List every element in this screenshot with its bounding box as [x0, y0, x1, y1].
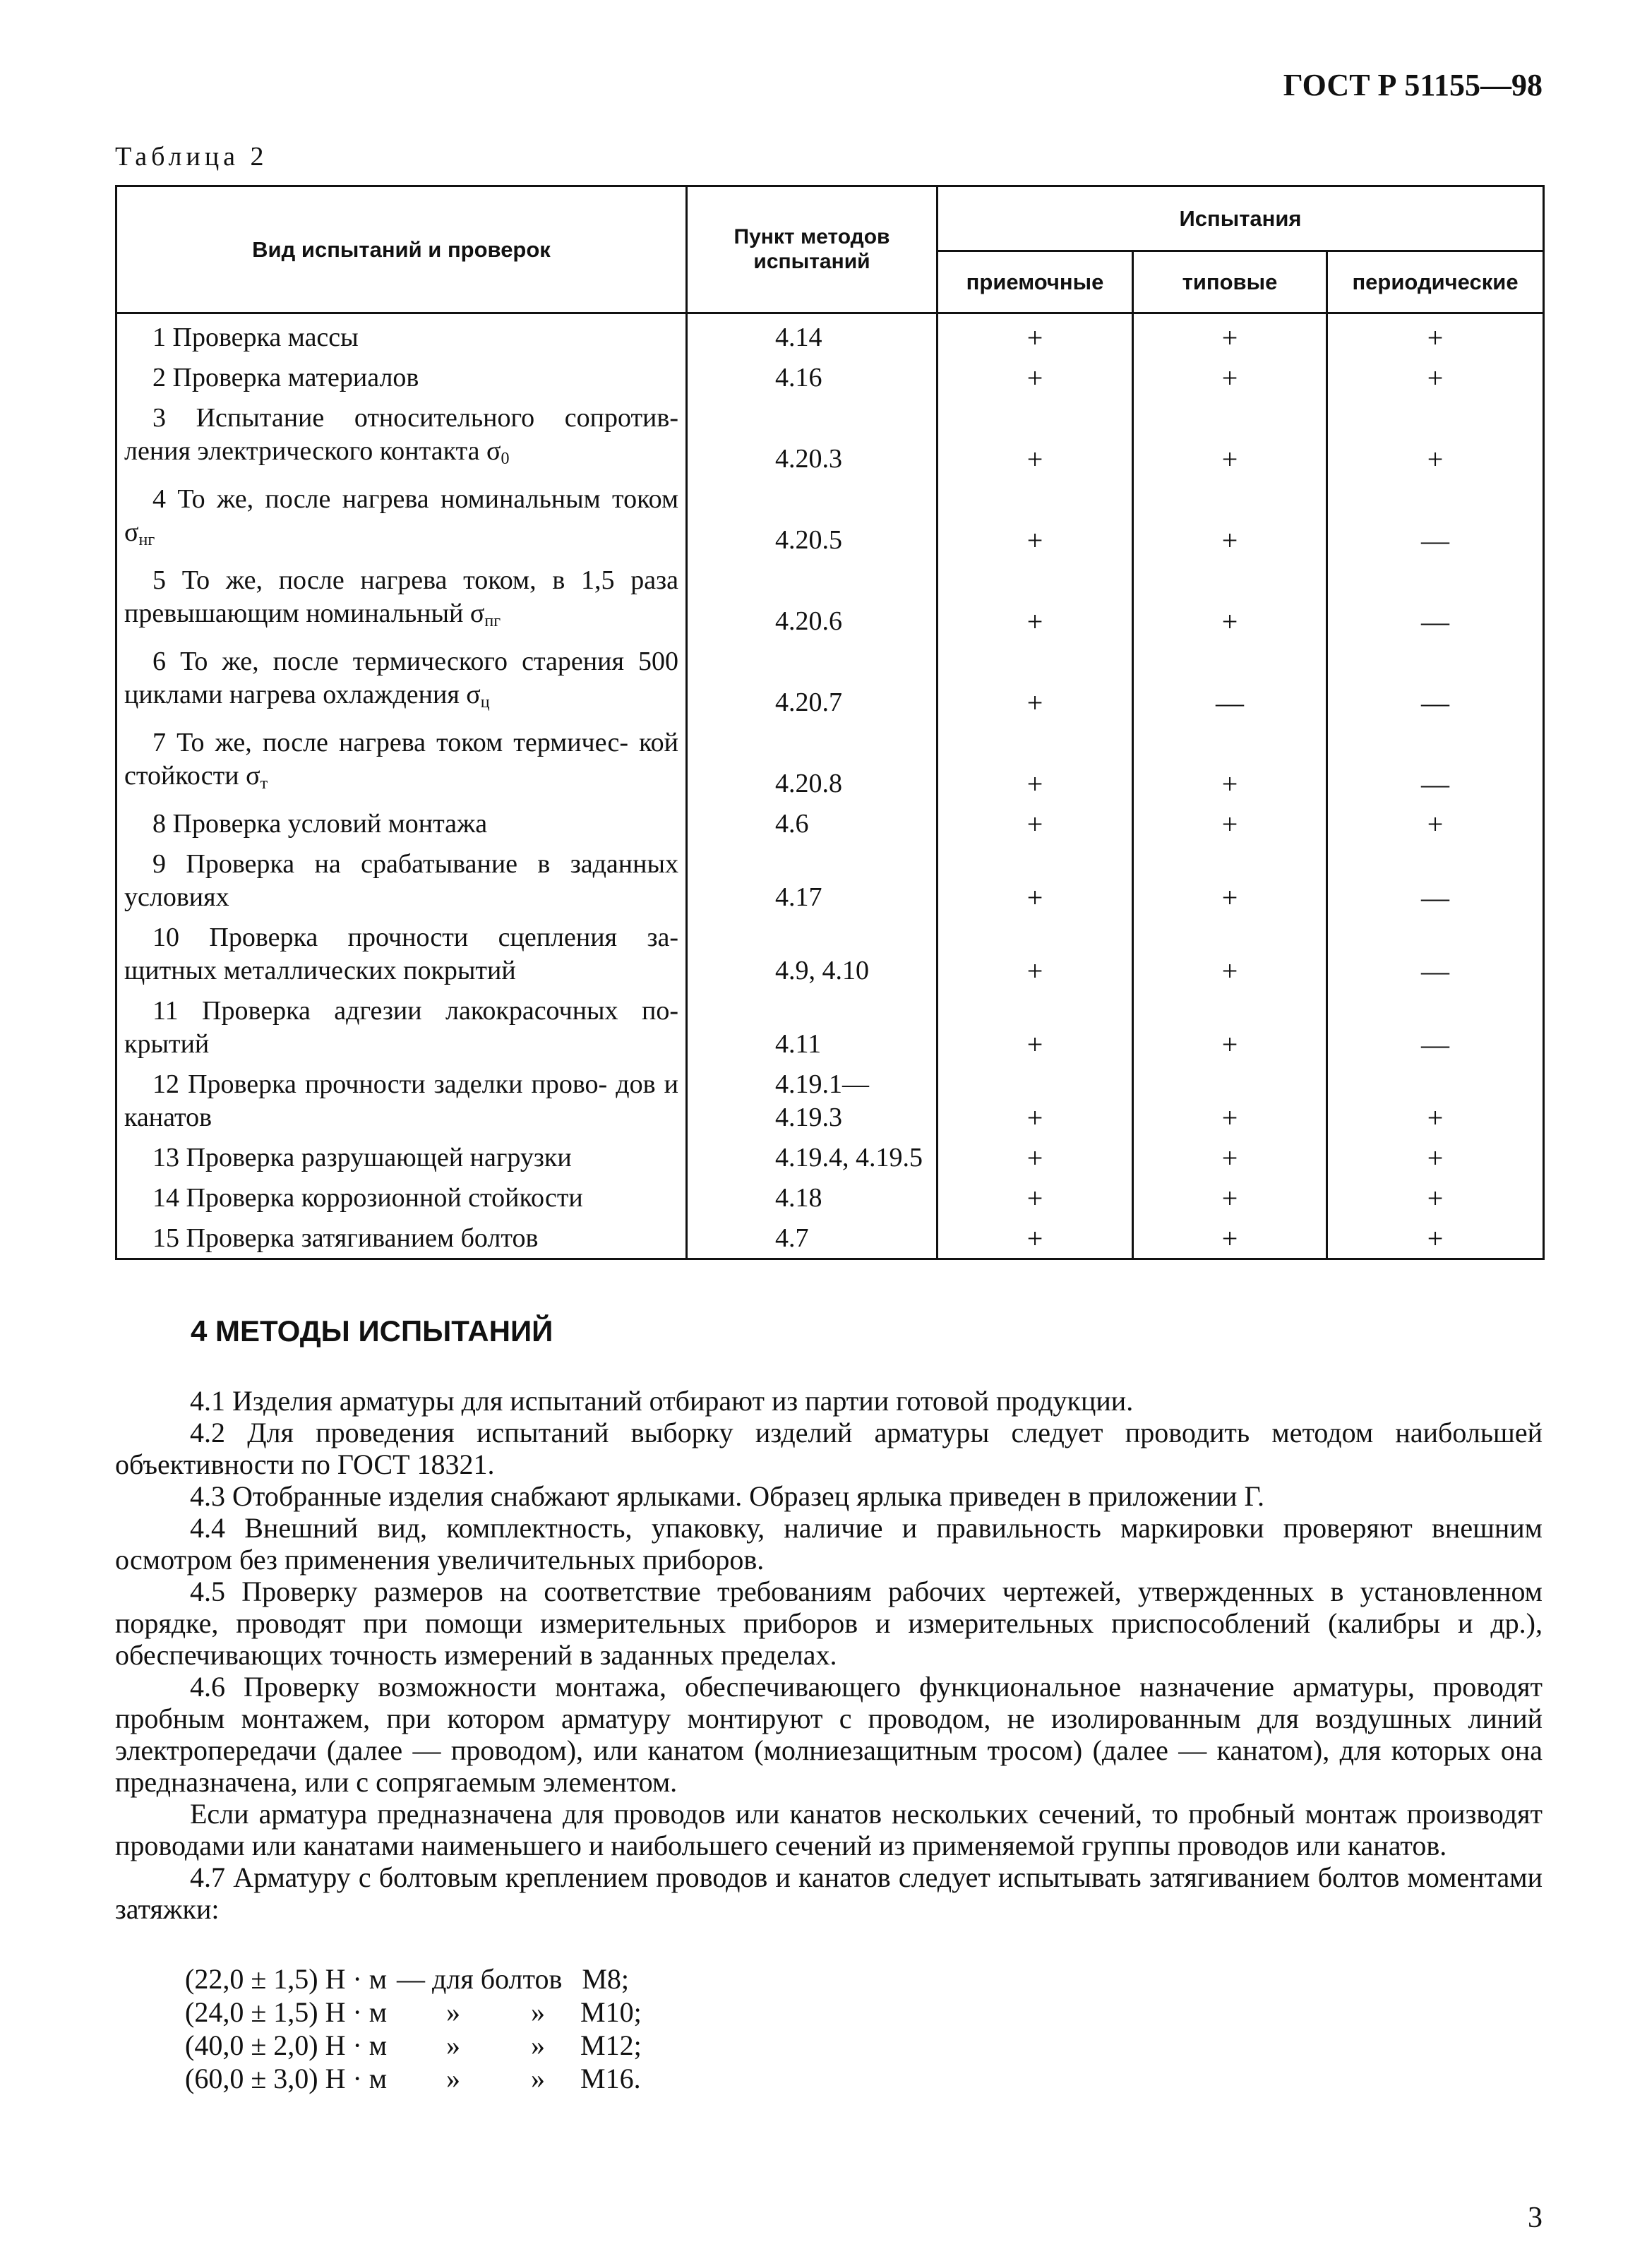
table-row	[116, 397, 1544, 479]
paragraph: 4.7 Арматуру с болтовым креплением проводов и канатов следует испытывать затягиванием болтов моментами затяжки:	[115, 1861, 1543, 1925]
table-row	[116, 917, 1544, 990]
method-clause-cell: 4.19.4, 4.19.5	[687, 1137, 938, 1177]
periodic-mark: +	[1327, 1064, 1544, 1137]
test-name: 7 То же, после нагрева током термичес- кой стойкости σ	[124, 728, 678, 791]
paragraph: 4.2 Для проведения испытаний выборку изделий арматуры следует проводить методом наибольшей объективности по ГОСТ 18321.	[115, 1417, 1543, 1480]
type-mark: +	[1133, 313, 1327, 358]
method-clause-cell: 4.18	[687, 1177, 938, 1218]
type-mark: +	[1133, 990, 1327, 1064]
header-test-kind: Вид испытаний и проверок	[116, 186, 687, 313]
torque-value: (40,0 ± 2,0) Н · м	[185, 2029, 388, 2061]
acceptance-mark: +	[938, 990, 1133, 1064]
type-mark: +	[1133, 1137, 1327, 1177]
method-clause-cell: 4.19.1— 4.19.3	[687, 1064, 938, 1137]
acceptance-mark: +	[938, 722, 1133, 803]
periodic-mark: +	[1327, 1218, 1544, 1259]
torque-row	[185, 1962, 651, 1996]
type-mark: +	[1133, 917, 1327, 990]
type-mark: +	[1133, 357, 1327, 397]
method-clause-cell: 4.20.6	[687, 560, 938, 641]
acceptance-mark: +	[938, 1064, 1133, 1137]
acceptance-mark: +	[938, 357, 1133, 397]
torque-value: (60,0 ± 3,0) Н · м	[185, 2063, 388, 2094]
periodic-mark: +	[1327, 397, 1544, 479]
test-name-cell	[116, 990, 687, 1064]
method-clause-cell: 4.6	[687, 803, 938, 844]
method-clause-cell: 4.16	[687, 357, 938, 397]
torque-value: (24,0 ± 1,5) Н · м	[185, 1996, 388, 2028]
page-number: 3	[1528, 2202, 1543, 2234]
test-name: 12 Проверка прочности заделки прово- дов и канатов	[124, 1069, 678, 1132]
test-name-cell	[116, 313, 687, 358]
test-name-cell	[116, 844, 687, 917]
method-clause-cell: 4.11	[687, 990, 938, 1064]
periodic-mark: —	[1327, 479, 1544, 560]
symbol-subscript: 0	[501, 450, 510, 468]
acceptance-mark: +	[938, 313, 1133, 358]
test-name-cell	[116, 641, 687, 722]
acceptance-mark: +	[938, 397, 1133, 479]
torque-note: — для болтов	[397, 1963, 563, 1995]
type-mark: +	[1133, 560, 1327, 641]
header-periodic: периодические	[1327, 251, 1544, 313]
header-type: типовые	[1133, 251, 1327, 313]
type-mark: +	[1133, 722, 1327, 803]
test-name-cell	[116, 397, 687, 479]
type-mark: —	[1133, 641, 1327, 722]
test-name-cell	[116, 357, 687, 397]
test-name: 11 Проверка адгезии лакокрасочных по- крытий	[124, 996, 678, 1059]
test-name: 1 Проверка массы	[152, 323, 359, 352]
test-name: 14 Проверка коррозионной стойкости	[152, 1183, 583, 1213]
table-row	[116, 1137, 1544, 1177]
table-row	[116, 1177, 1544, 1218]
type-mark: +	[1133, 1177, 1327, 1218]
table-row	[116, 479, 1544, 560]
paragraph: 4.1 Изделия арматуры для испытаний отбирают из партии готовой продукции.	[190, 1385, 1134, 1417]
acceptance-mark: +	[938, 917, 1133, 990]
bolt-size: М10;	[580, 1996, 642, 2028]
table-row	[116, 844, 1544, 917]
acceptance-mark: +	[938, 560, 1133, 641]
type-mark: +	[1133, 479, 1327, 560]
symbol-subscript: ц	[480, 693, 490, 712]
table-row	[116, 803, 1544, 844]
symbol-subscript: пг	[484, 612, 501, 630]
test-name-cell	[116, 1064, 687, 1137]
method-clause-cell: 4.17	[687, 844, 938, 917]
acceptance-mark: +	[938, 641, 1133, 722]
paragraph: 4.5 Проверку размеров на соответствие требованиям рабочих чертежей, утвержденных в установленном порядке, проводят при помощи измерительных приборов и измерительных приспособлений (калибры и др.), обеспечивающих точность измерений в заданных пределах.	[115, 1576, 1543, 1671]
paragraph: 4.3 Отобранные изделия снабжают ярлыками. Образец ярлыка приведен в приложении Г.	[190, 1480, 1265, 1512]
periodic-mark: +	[1327, 1137, 1544, 1177]
type-mark: +	[1133, 844, 1327, 917]
ditto-mark: »	[531, 2029, 545, 2061]
test-name: 13 Проверка разрушающей нагрузки	[152, 1143, 572, 1172]
periodic-mark: +	[1327, 357, 1544, 397]
periodic-mark: —	[1327, 722, 1544, 803]
periodic-mark: —	[1327, 844, 1544, 917]
section-body	[115, 1385, 1543, 1925]
periodic-mark: +	[1327, 803, 1544, 844]
method-clause-cell: 4.20.3	[687, 397, 938, 479]
ditto-mark: »	[531, 2063, 545, 2094]
ditto-mark: »	[446, 1996, 460, 2028]
method-clause-cell: 4.14	[687, 313, 938, 358]
ditto-mark: »	[446, 2029, 460, 2061]
acceptance-mark: +	[938, 479, 1133, 560]
torque-value: (22,0 ± 1,5) Н · м	[185, 1963, 388, 1995]
symbol-subscript: нг	[138, 531, 155, 549]
acceptance-mark: +	[938, 1218, 1133, 1259]
table-body	[116, 313, 1544, 1259]
table-row	[116, 560, 1544, 641]
ditto-mark: »	[531, 1996, 545, 2028]
test-name: 2 Проверка материалов	[152, 363, 419, 392]
table-row	[116, 1218, 1544, 1259]
test-name: 3 Испытание относительного сопротив- ления электрического контакта σ	[124, 403, 678, 466]
test-name: 9 Проверка на срабатывание в заданных условиях	[124, 849, 678, 912]
torque-row	[185, 2029, 651, 2062]
table-row	[116, 313, 1544, 358]
test-name: 10 Проверка прочности сцепления за- щитных металлических покрытий	[124, 923, 678, 985]
tests-table-wrapper	[115, 185, 1543, 1260]
torque-row	[185, 1996, 651, 2029]
ditto-mark: »	[446, 2063, 460, 2094]
table-row	[116, 1064, 1544, 1137]
test-name-cell	[116, 803, 687, 844]
periodic-mark: +	[1327, 1177, 1544, 1218]
table-row	[116, 641, 1544, 722]
periodic-mark: —	[1327, 990, 1544, 1064]
test-name-cell	[116, 1177, 687, 1218]
method-clause-cell: 4.20.8	[687, 722, 938, 803]
header-tests-group: Испытания	[938, 186, 1544, 251]
test-name-cell	[116, 1137, 687, 1177]
table-row	[116, 990, 1544, 1064]
paragraph: Если арматура предназначена для проводов или канатов нескольких сечений, то пробный монтаж производят проводами или канатами наименьшего и наибольшего сечений из применяемой группы проводов или канатов.	[115, 1798, 1543, 1861]
section-heading: 4 МЕТОДЫ ИСПЫТАНИЙ	[191, 1314, 553, 1348]
acceptance-mark: +	[938, 1137, 1133, 1177]
periodic-mark: —	[1327, 560, 1544, 641]
test-name-cell	[116, 560, 687, 641]
document-code: ГОСТ Р 51155—98	[1283, 68, 1543, 102]
test-name: 8 Проверка условий монтажа	[152, 809, 488, 839]
type-mark: +	[1133, 1064, 1327, 1137]
paragraph: 4.6 Проверку возможности монтажа, обеспечивающего функциональное назначение арматуры, проводят пробным монтажем, при котором арматуру монтируют с проводом, не изолированным для воздушных линий электропередачи (далее — проводом), или канатом (молниезащитным тросом) (далее — канатом), для которых она предназначена, или с сопрягаемым элементом.	[115, 1671, 1543, 1798]
bolt-size: М16.	[580, 2063, 641, 2094]
test-name: 5 То же, после нагрева током, в 1,5 раза превышающим номинальный σ	[124, 565, 678, 628]
table-row	[116, 722, 1544, 803]
test-name-cell	[116, 917, 687, 990]
type-mark: +	[1133, 397, 1327, 479]
periodic-mark: —	[1327, 917, 1544, 990]
method-clause-cell: 4.9, 4.10	[687, 917, 938, 990]
test-name: 4 То же, после нагрева номинальным током σ	[124, 484, 678, 547]
periodic-mark: —	[1327, 641, 1544, 722]
table-row	[116, 357, 1544, 397]
periodic-mark: +	[1327, 313, 1544, 358]
test-name: 6 То же, после термического старения 500 циклами нагрева охлаждения σ	[124, 647, 678, 709]
method-clause-cell: 4.20.7	[687, 641, 938, 722]
torque-list	[185, 1962, 651, 2095]
table-caption: Таблица 2	[115, 142, 268, 172]
header-acceptance: приемочные	[938, 251, 1133, 313]
test-name-cell	[116, 722, 687, 803]
paragraph: 4.4 Внешний вид, комплектность, упаковку, наличие и правильность маркировки проверяют внешним осмотром без применения увеличительных приборов.	[115, 1512, 1543, 1576]
bolt-size: М8;	[582, 1963, 630, 1995]
test-name-cell	[116, 479, 687, 560]
method-clause-cell: 4.20.5	[687, 479, 938, 560]
header-method-clause: Пункт методов испытаний	[687, 186, 938, 313]
method-clause-cell: 4.7	[687, 1218, 938, 1259]
bolt-size: М12;	[580, 2029, 642, 2061]
acceptance-mark: +	[938, 1177, 1133, 1218]
type-mark: +	[1133, 803, 1327, 844]
acceptance-mark: +	[938, 803, 1133, 844]
type-mark: +	[1133, 1218, 1327, 1259]
acceptance-mark: +	[938, 844, 1133, 917]
table-header	[116, 186, 1544, 313]
torque-row	[185, 2062, 651, 2095]
test-name: 15 Проверка затягиванием болтов	[152, 1223, 539, 1253]
tests-table	[115, 185, 1545, 1260]
test-name-cell	[116, 1218, 687, 1259]
symbol-subscript: т	[260, 774, 268, 793]
